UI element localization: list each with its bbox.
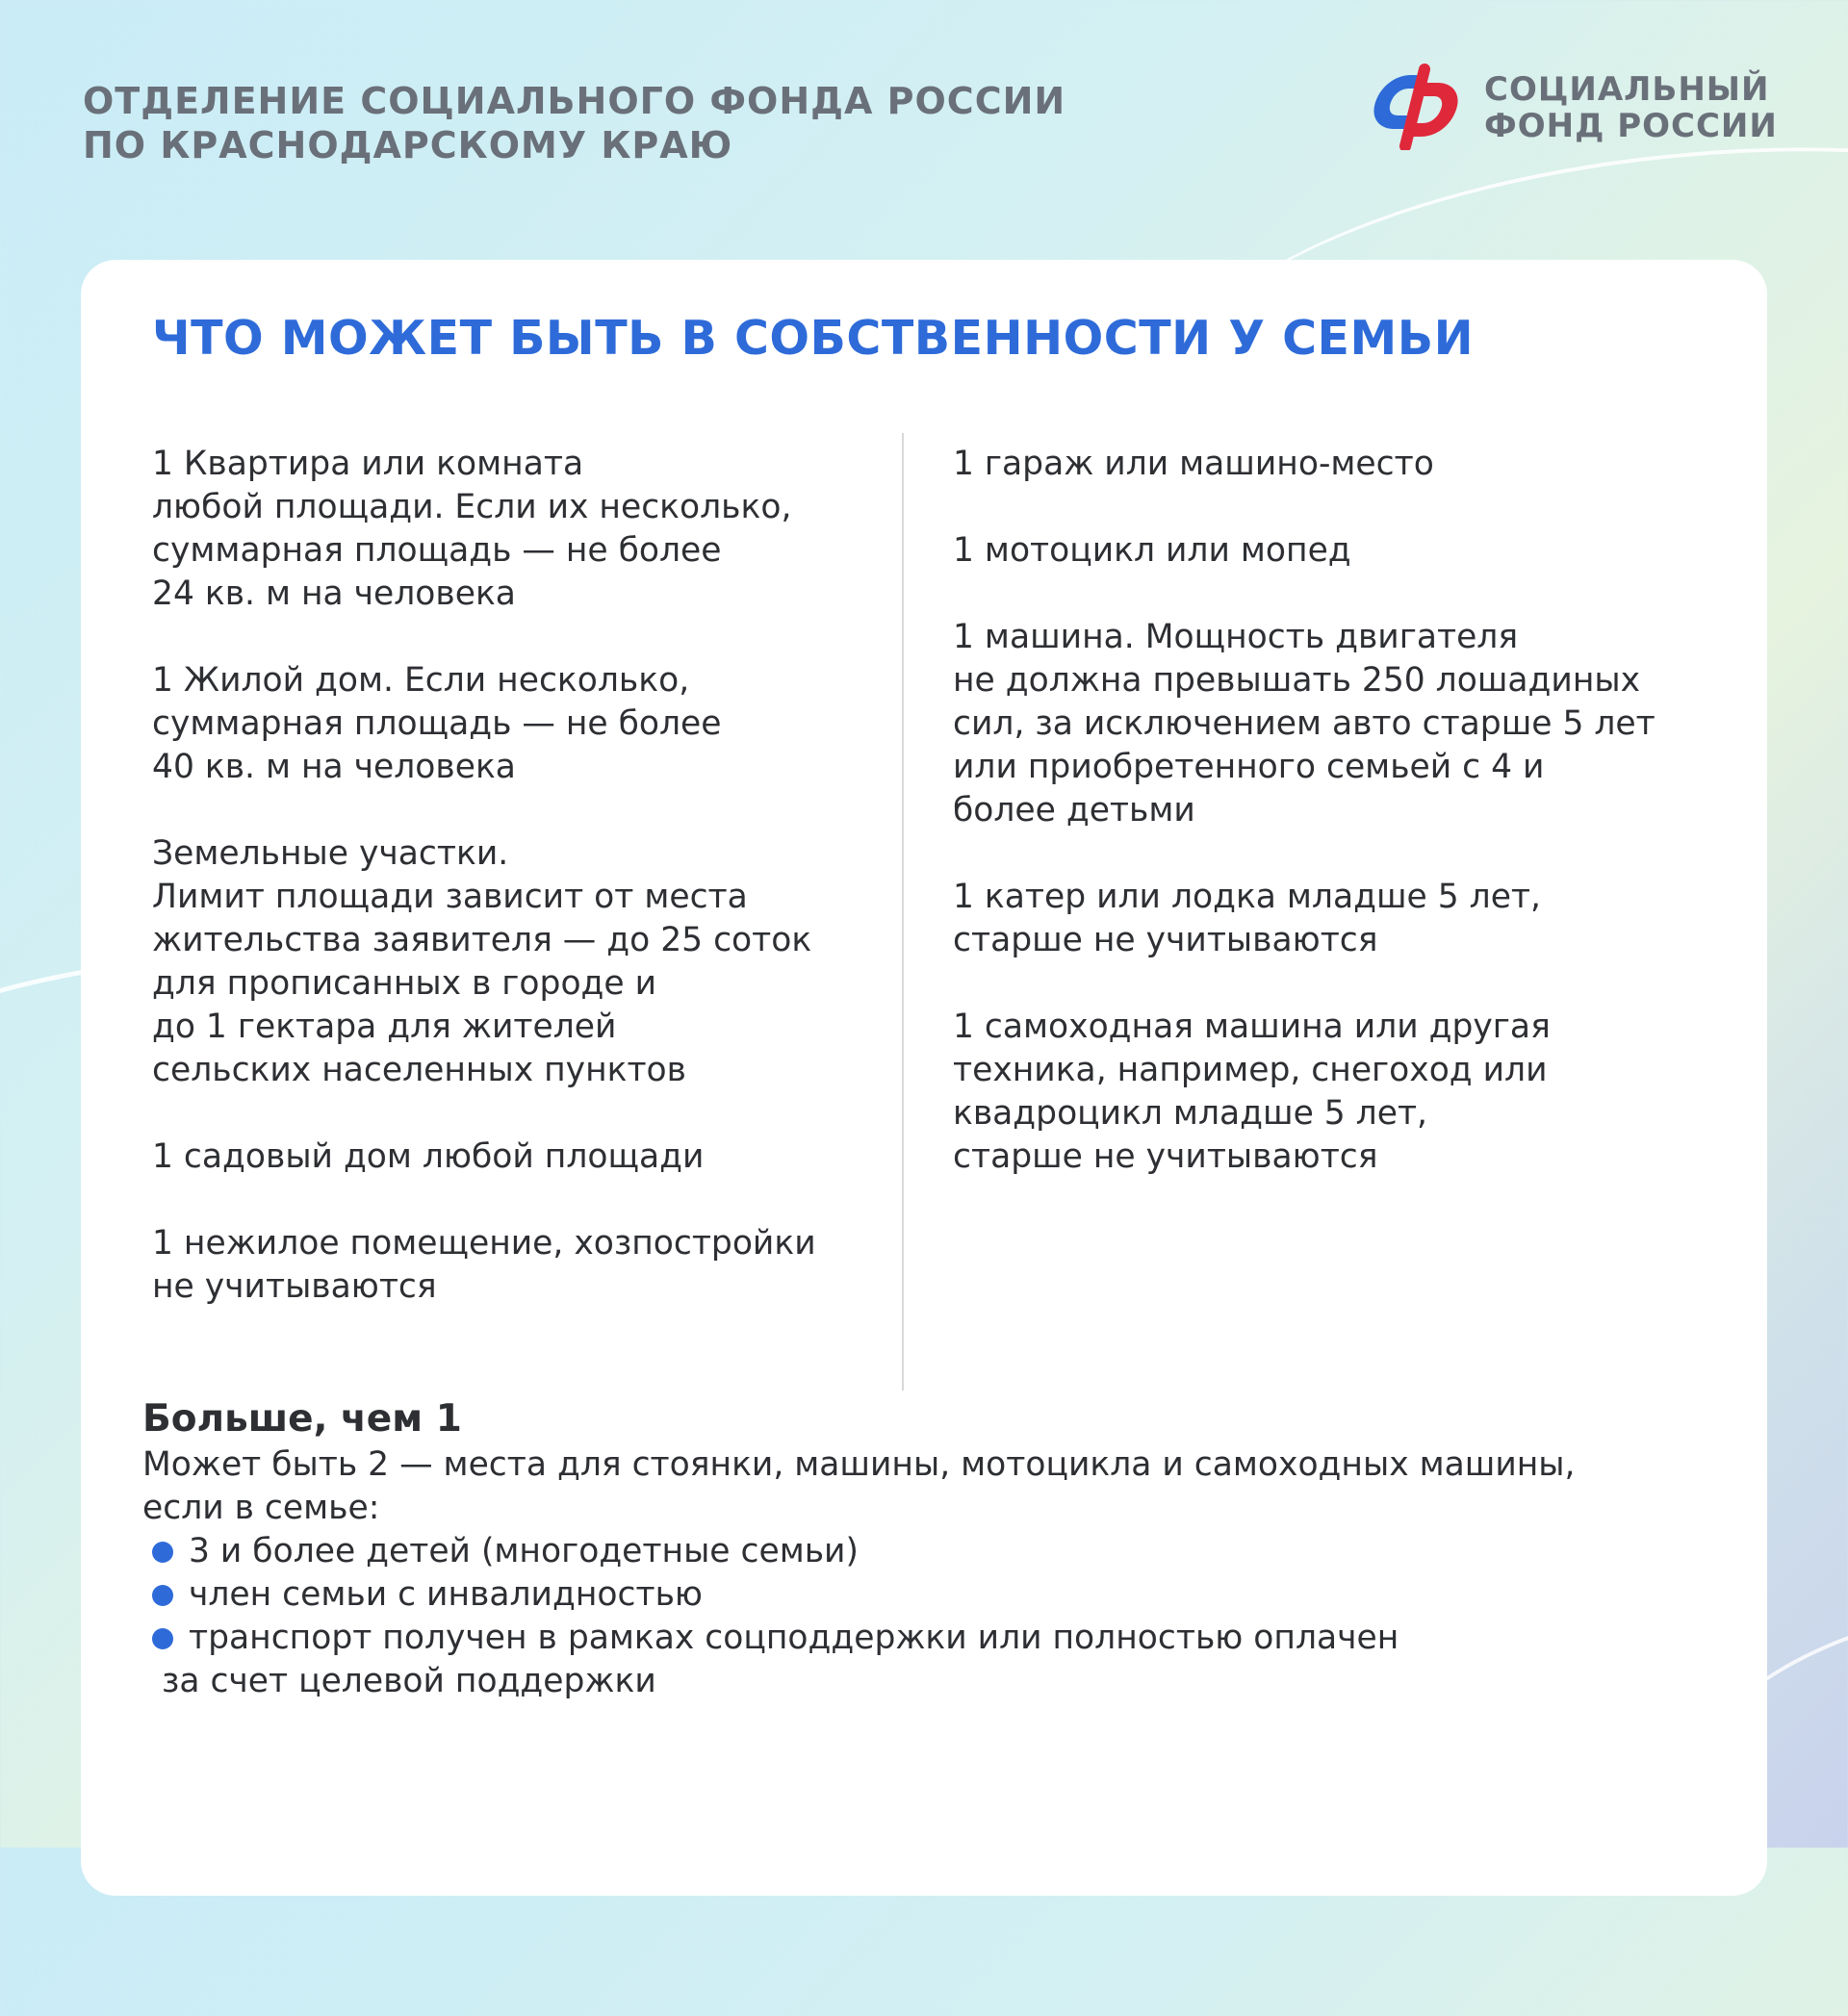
right-column [953, 443, 1742, 1222]
item-line: для прописанных в городе и [152, 964, 657, 1003]
property-item [152, 443, 903, 616]
list-item [142, 1617, 1731, 1660]
bullet-icon [152, 1585, 173, 1606]
property-item [953, 616, 1742, 832]
item-line: жительства заявителя — до 25 соток [152, 921, 812, 959]
item-line: 1 мотоцикл или мопед [953, 531, 1351, 570]
item-line: до 1 гектара для жителей [152, 1008, 617, 1046]
organization-name-line: ПО КРАСНОДАРСКОМУ КРАЮ [83, 124, 733, 166]
property-item [953, 876, 1742, 962]
section-title: Больше, чем 1 [142, 1397, 462, 1441]
item-line: старше не учитываются [953, 1137, 1378, 1176]
item-line: старше не учитываются [953, 921, 1378, 959]
item-line: 24 кв. м на человека [152, 574, 516, 613]
item-line: 1 садовый дом любой площади [152, 1137, 705, 1176]
item-line: квадроцикл младше 5 лет, [953, 1094, 1428, 1133]
column-divider [902, 433, 904, 1391]
property-item [953, 1006, 1742, 1179]
content-card [81, 260, 1767, 1896]
item-line: 1 машина. Мощность двигателя [953, 618, 1519, 656]
card-title: ЧТО МОЖЕТ БЫТЬ В СОБСТВЕННОСТИ У СЕМЬИ [152, 311, 1475, 366]
item-line: сельских населенных пунктов [152, 1051, 686, 1089]
property-item [152, 1136, 903, 1179]
item-line: или приобретенного семьей с 4 и [953, 748, 1545, 786]
property-item [152, 832, 903, 1092]
item-line: 1 самоходная машина или другая [953, 1008, 1551, 1046]
bullet-icon [152, 1628, 173, 1649]
item-line: суммарная площадь — не более [152, 704, 722, 743]
list-item [142, 1573, 1731, 1617]
more-than-one-section [142, 1395, 1731, 1703]
item-line: 1 гараж или машино-место [953, 445, 1434, 483]
item-line: техника, например, снегоход или [953, 1051, 1548, 1089]
item-line: любой площади. Если их несколько, [152, 488, 792, 526]
logo-text-line: ФОНД РОССИИ [1484, 107, 1778, 145]
bullet-icon [152, 1542, 173, 1563]
item-line: суммарная площадь — не более [152, 531, 722, 570]
property-item [152, 659, 903, 789]
item-line: сил, за исключением авто старше 5 лет [953, 704, 1656, 743]
organization-name-line: ОТДЕЛЕНИЕ СОЦИАЛЬНОГО ФОНДА РОССИИ [83, 80, 1066, 122]
property-item [152, 1222, 903, 1309]
item-line: 1 Квартира или комната [152, 445, 584, 483]
item-line: более детьми [953, 791, 1195, 829]
item-line: Лимит площади зависит от места [152, 878, 748, 916]
item-line: 1 катер или лодка младше 5 лет, [953, 878, 1541, 916]
list-item-continuation: за счет целевой поддержки [162, 1662, 656, 1700]
sfr-logo [1365, 62, 1778, 158]
property-item [953, 443, 1742, 486]
section-text: если в семье: [142, 1489, 380, 1527]
item-line: 1 нежилое помещение, хозпостройки [152, 1224, 816, 1263]
organization-name [83, 79, 1065, 167]
property-item [953, 529, 1742, 573]
item-line: Земельные участки. [152, 834, 509, 873]
item-line: не должна превышать 250 лошадиных [953, 661, 1641, 700]
left-column [152, 443, 903, 1352]
item-line: 1 Жилой дом. Если несколько, [152, 661, 690, 700]
list-item-text: член семьи с инвалидностью [189, 1575, 703, 1614]
list-item [142, 1530, 1731, 1573]
list-item-text: транспорт получен в рамках соцподдержки или полностью оплачен [189, 1619, 1399, 1657]
item-line: не учитываются [152, 1267, 437, 1306]
sfr-logo-text [1484, 71, 1778, 144]
section-text: Может быть 2 — места для стоянки, машины, мотоцикла и самоходных машины, [142, 1445, 1576, 1484]
sfr-logo-icon [1365, 62, 1467, 150]
logo-text-line: СОЦИАЛЬНЫЙ [1484, 70, 1770, 109]
item-line: 40 кв. м на человека [152, 748, 516, 786]
list-item-text: 3 и более детей (многодетные семьи) [189, 1532, 859, 1570]
